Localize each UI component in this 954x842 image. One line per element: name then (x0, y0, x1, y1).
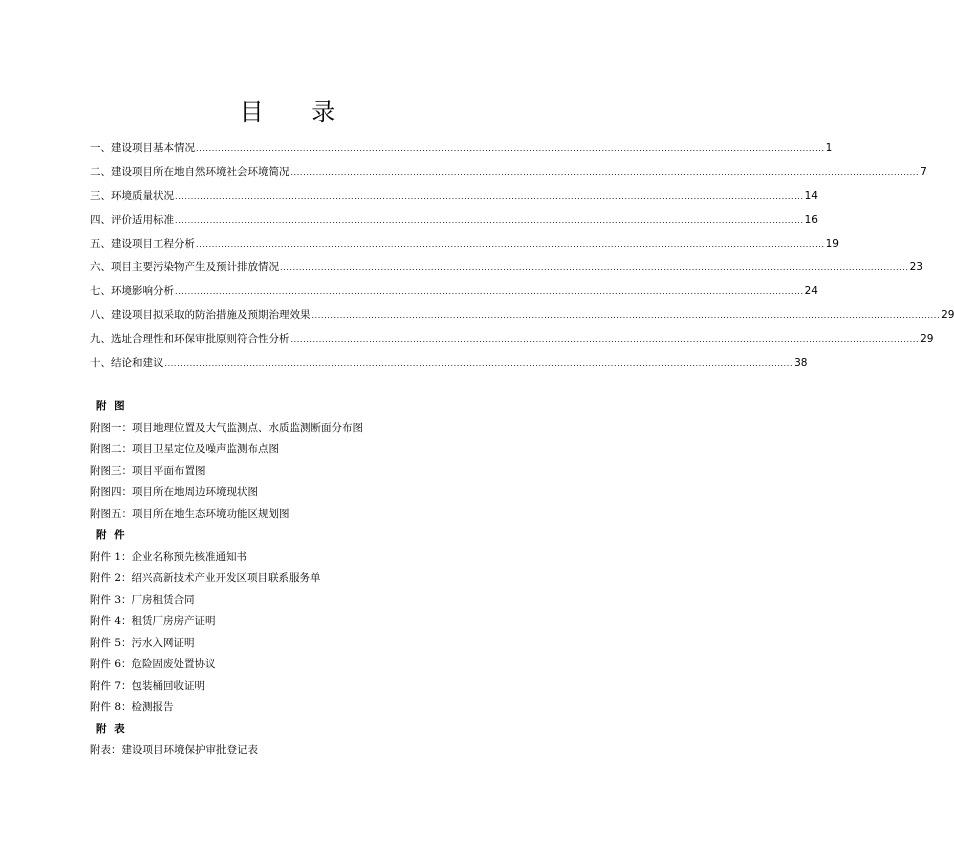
toc-entry[interactable] (90, 259, 923, 283)
toc-entry-page: 24 (804, 285, 818, 298)
toc-entry[interactable] (90, 188, 818, 212)
toc-entry-label: 五、建设项目工程分析 (90, 237, 195, 250)
toc-entry-label: 四、评价适用标准 (90, 213, 174, 226)
toc-entry-page: 29 (920, 333, 934, 346)
toc-entry[interactable] (90, 331, 934, 355)
toc-leader-dots: ........................................................................................................................................................................................................ (175, 287, 804, 297)
toc-entry[interactable] (90, 236, 839, 260)
figure-item: 附图五：项目所在地生态环境功能区规划图 (90, 507, 290, 520)
toc-entry-label: 十、结论和建议 (90, 357, 164, 370)
figure-item: 附图二：项目卫星定位及噪声监测布点图 (90, 443, 279, 455)
appendix-list (90, 396, 520, 762)
toc-leader-dots: ........................................................................................................................................................................................................ (175, 215, 804, 225)
toc-entry-label: 八、建设项目拟采取的防治措施及预期治理效果 (90, 309, 311, 322)
toc-entry-page: 7 (920, 165, 927, 178)
attachment-item: 附件 7：包装桶回收证明 (90, 679, 206, 692)
toc-entry-label: 六、项目主要污染物产生及预计排放情况 (90, 261, 279, 274)
toc-entry-page: 14 (804, 189, 818, 202)
attachment-item: 附件 3：厂房租赁合同 (90, 593, 195, 606)
toc-leader-dots: ........................................................................................................................................................................................................ (196, 144, 825, 153)
toc-entry-page: 23 (909, 261, 923, 274)
figure-item: 附图四：项目所在地周边环境现状图 (90, 486, 258, 498)
figure-item: 附图三：项目平面布置图 (90, 464, 206, 477)
tables-heading: 附 表 (96, 722, 127, 735)
attachment-item: 附件 4：租赁厂房房产证明 (90, 615, 216, 627)
toc-entry-label: 二、建设项目所在地自然环境社会环境简况 (90, 165, 290, 178)
toc-leader-dots: ........................................................................................................................................................................................................ (311, 311, 941, 321)
toc-entry[interactable] (90, 164, 927, 188)
toc-entry[interactable] (90, 355, 808, 379)
toc-leader-dots: ........................................................................................................................................................................................................ (196, 239, 825, 249)
toc-leader-dots: ........................................................................................................................................................................................................ (290, 335, 920, 345)
table-item: 附表：建设项目环境保护审批登记表 (90, 744, 258, 756)
toc-entry-page: 29 (941, 309, 954, 322)
attachment-item: 附件 1：企业名称预先核准通知书 (90, 550, 248, 563)
toc-leader-dots: ........................................................................................................................................................................................................ (280, 263, 909, 273)
toc-entry-page: 1 (825, 142, 833, 154)
toc-entry-label: 七、环境影响分析 (90, 285, 174, 298)
toc-entry-label: 三、环境质量状况 (90, 189, 174, 202)
toc-leader-dots: ........................................................................................................................................................................................................ (175, 191, 804, 201)
page-title: 目 录 (239, 98, 356, 126)
toc-entry-label: 一、建设项目基本情况 (90, 142, 195, 154)
attachment-item: 附件 5：污水入网证明 (90, 636, 195, 649)
toc-entry[interactable] (90, 212, 818, 236)
toc-leader-dots: ........................................................................................................................................................................................................ (164, 359, 794, 369)
toc-entry-page: 38 (794, 357, 808, 370)
toc-leader-dots: ........................................................................................................................................................................................................ (290, 167, 920, 177)
toc-entry-label: 九、选址合理性和环保审批原则符合性分析 (90, 333, 290, 346)
attachment-item: 附件 8：检测报告 (90, 701, 174, 713)
attachment-item: 附件 2：绍兴高新技术产业开发区项目联系服务单 (90, 572, 321, 584)
toc-entry[interactable] (90, 283, 818, 307)
figure-item: 附图一：项目地理位置及大气监测点、水质监测断面分布图 (90, 421, 363, 434)
table-of-contents (90, 140, 954, 379)
attachments-heading: 附 件 (96, 529, 127, 541)
toc-entry-page: 16 (804, 213, 818, 226)
toc-entry[interactable] (90, 140, 833, 164)
attachment-item: 附件 6：危险固废处置协议 (90, 658, 216, 670)
toc-entry-page: 19 (825, 237, 839, 250)
figures-heading: 附 图 (96, 400, 127, 412)
toc-entry[interactable] (90, 307, 954, 331)
